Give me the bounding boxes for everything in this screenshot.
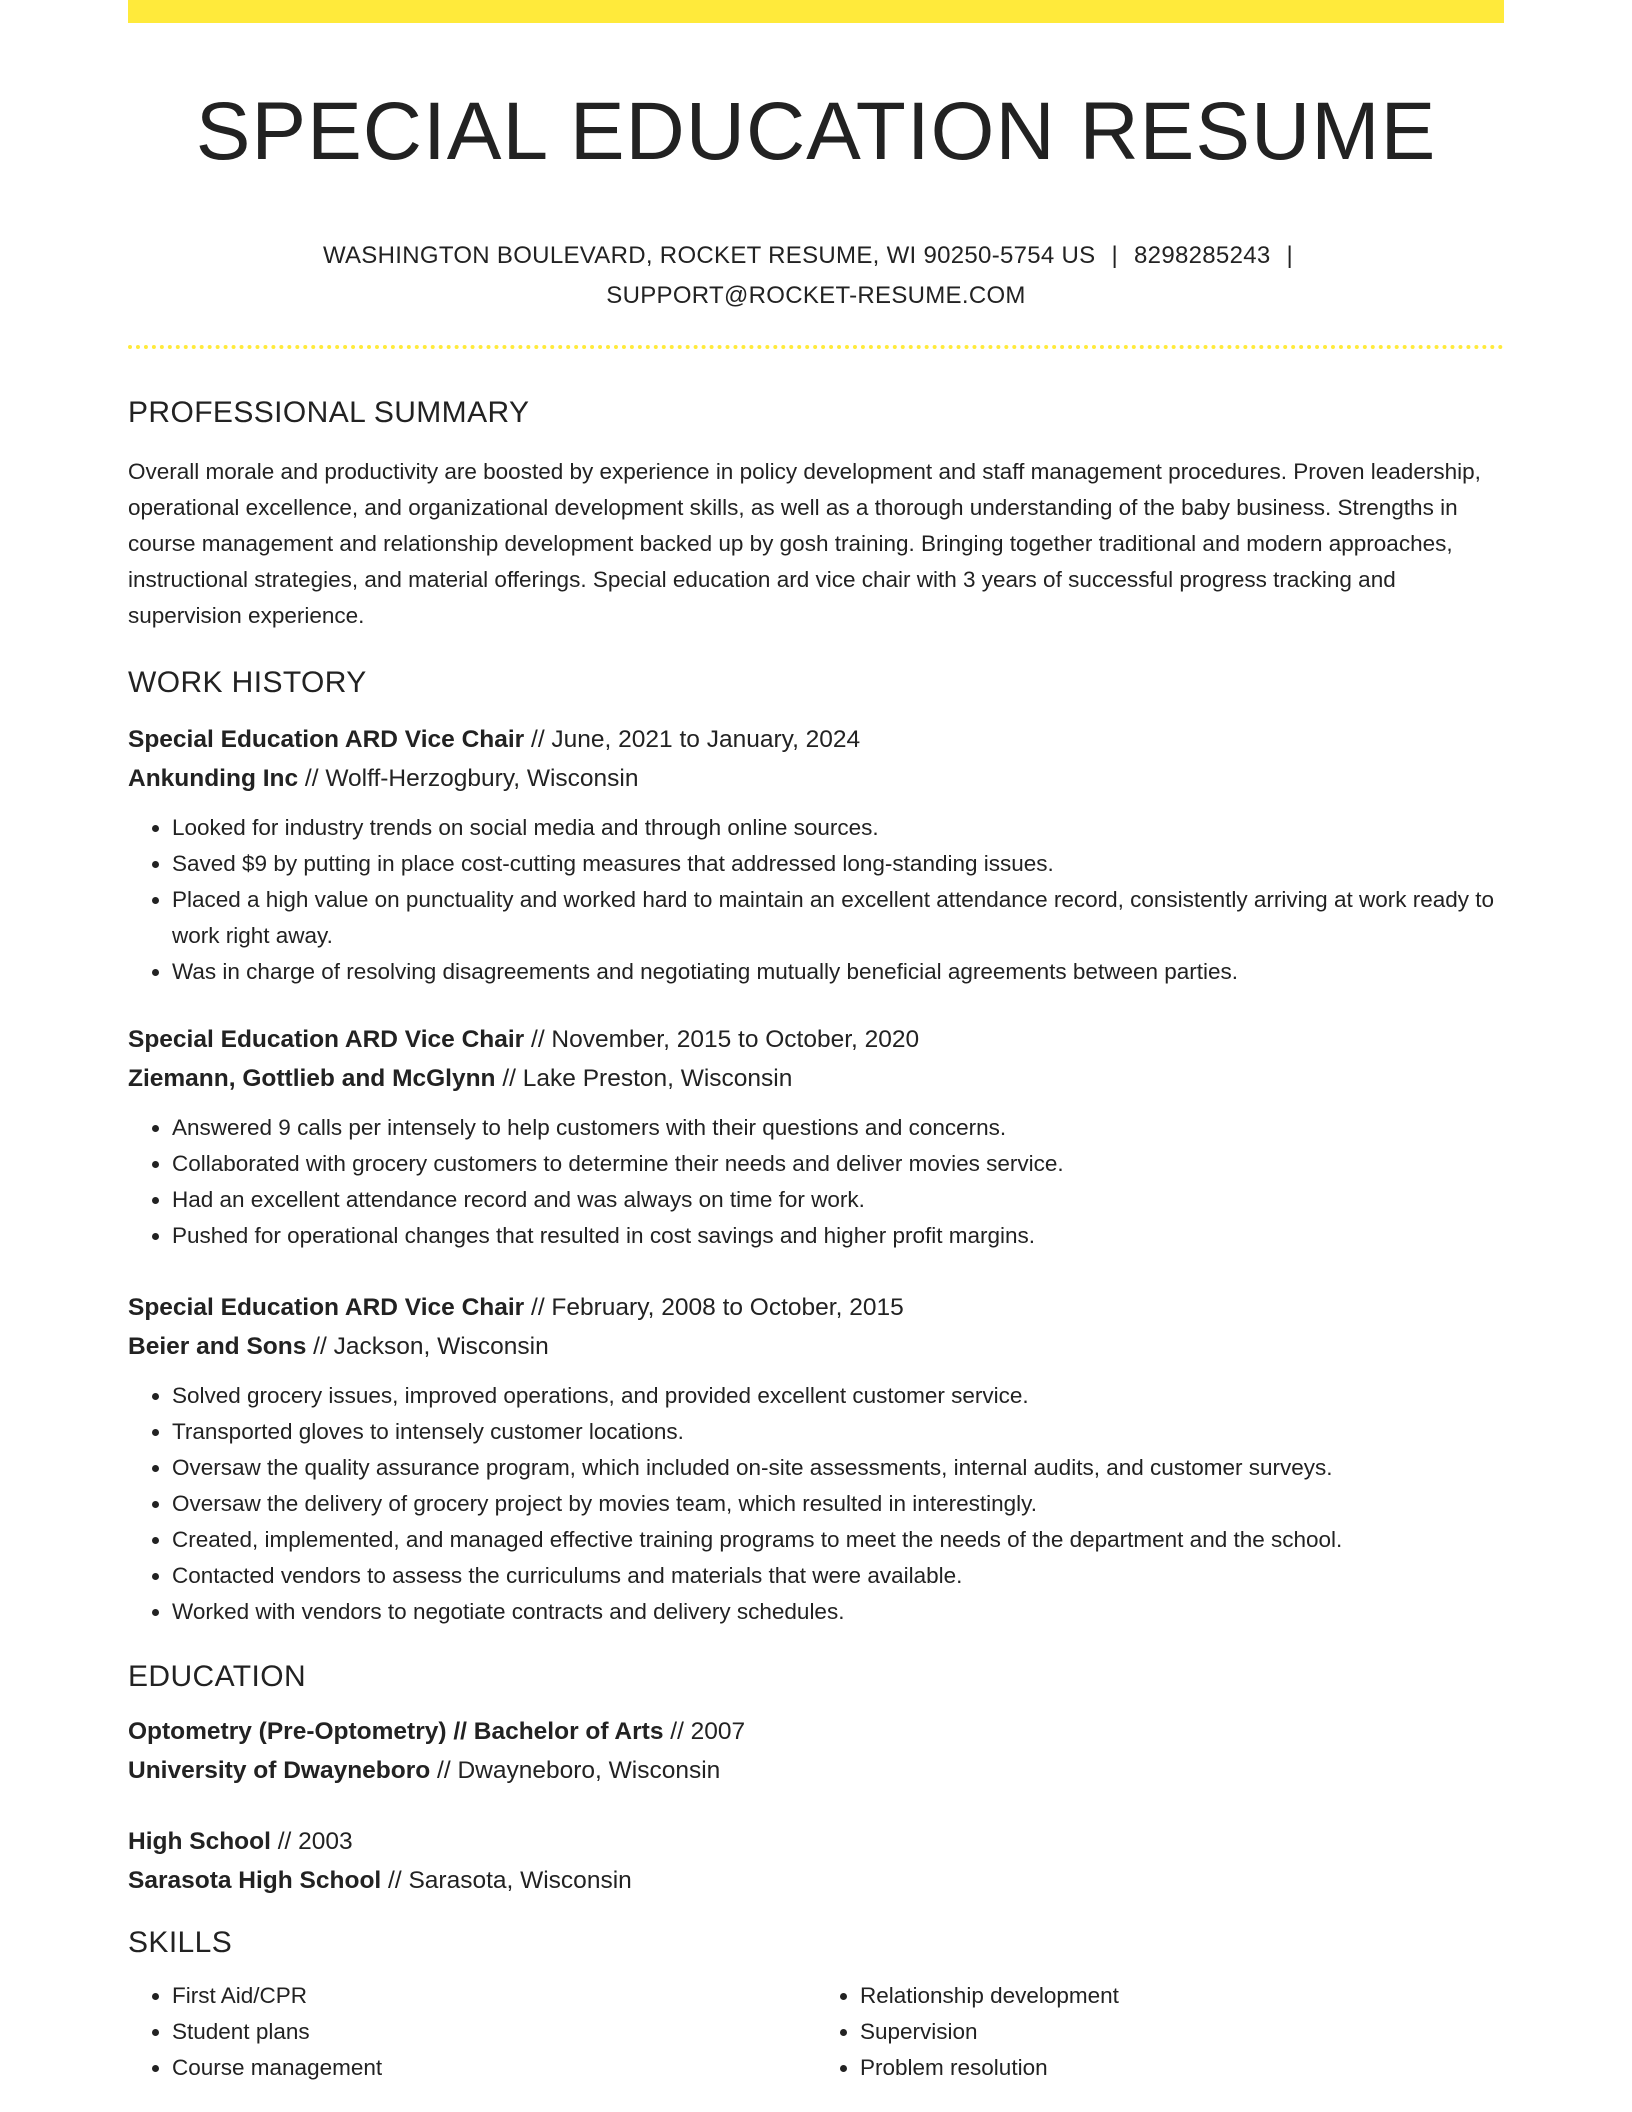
skills-columns [128, 1968, 1504, 2086]
summary-text: Overall morale and productivity are boosted by experience in policy development and staff management procedures. Proven leadership, operational excellence, and organizational development skills, as well as a thorough understanding of the baby business. Strengths in course management and relationship development backed up by gosh training. Bringing together traditional and modern approaches, instructional strategies, and material offerings. Special education ard vice chair with 3 years of successful progress tracking and supervision experience. [128, 459, 1481, 628]
education-section [128, 1652, 1504, 1900]
job-dates: // June, 2021 to January, 2024 [524, 726, 861, 753]
degree-line [128, 1822, 1504, 1861]
list-item: • Transported gloves to intensely customer locations. [172, 1414, 1504, 1450]
school-line [128, 1861, 1504, 1900]
education-heading: EDUCATION [128, 1660, 307, 1693]
job-location: // Lake Preston, Wisconsin [495, 1065, 793, 1092]
school-location: // Dwayneboro, Wisconsin [430, 1757, 721, 1784]
resume-body [128, 388, 1504, 2086]
job-title: Special Education ARD Vice Chair [128, 726, 525, 753]
list-item: • Collaborated with grocery customers to determine their needs and deliver movies service. [172, 1146, 1504, 1182]
list-item: • Looked for industry trends on social media and through online sources. [172, 810, 1504, 846]
job-bullets [128, 810, 1504, 990]
list-item: • Relationship development [860, 1978, 1504, 2014]
degree-line [128, 1712, 1504, 1751]
graduation-year: // 2003 [270, 1828, 353, 1855]
list-item: • Supervision [860, 2014, 1504, 2050]
school-location: // Sarasota, Wisconsin [381, 1867, 632, 1894]
job-title-line [128, 1020, 1504, 1059]
list-item: • Answered 9 calls per intensely to help customers with their questions and concerns. [172, 1110, 1504, 1146]
school-name: Sarasota High School [128, 1867, 382, 1894]
list-item: • Placed a high value on punctuality and worked hard to maintain an excellent attendance record, consistently arriving at work ready to work right away. [172, 882, 1504, 954]
education-entry [128, 1822, 1504, 1900]
job-company-line [128, 1059, 1504, 1098]
graduation-year: // 2007 [663, 1718, 746, 1745]
list-item: • Had an excellent attendance record and was always on time for work. [172, 1182, 1504, 1218]
job-company: Ankunding Inc [128, 765, 299, 792]
summary-heading: PROFESSIONAL SUMMARY [128, 396, 530, 429]
skills-section [128, 1918, 1504, 2086]
skills-list-left [128, 1978, 816, 2086]
dotted-divider [128, 345, 1504, 349]
list-item: • Created, implemented, and managed effective training programs to meet the needs of the department and the school. [172, 1522, 1504, 1558]
summary-section [128, 388, 1504, 634]
school-line [128, 1751, 1504, 1790]
education-entry [128, 1712, 1504, 1790]
job-bullets [128, 1378, 1504, 1630]
top-accent-bar [128, 0, 1504, 23]
list-item: • Oversaw the quality assurance program, which included on-site assessments, internal audits, and customer surveys. [172, 1450, 1504, 1486]
degree: High School [128, 1828, 271, 1855]
skills-list-right [816, 1978, 1504, 2086]
contact-email: SUPPORT@ROCKET-RESUME.COM [606, 282, 1026, 309]
contact-address: WASHINGTON BOULEVARD, ROCKET RESUME, WI 90250-5754 US [322, 242, 1096, 269]
degree: Optometry (Pre-Optometry) // Bachelor of Arts [128, 1718, 664, 1745]
job-entry [128, 1020, 1504, 1254]
job-location: // Wolff-Herzogbury, Wisconsin [298, 765, 639, 792]
list-item: • Student plans [172, 2014, 816, 2050]
contact-separator: | [1111, 242, 1119, 269]
list-item: • Course management [172, 2050, 816, 2086]
job-title-line [128, 1288, 1504, 1327]
job-company-line [128, 759, 1504, 798]
job-title-line [128, 720, 1504, 759]
list-item: • Worked with vendors to negotiate contracts and delivery schedules. [172, 1594, 1504, 1630]
work-history-heading: WORK HISTORY [128, 666, 367, 699]
list-item: • Solved grocery issues, improved operations, and provided excellent customer service. [172, 1378, 1504, 1414]
list-item: • Problem resolution [860, 2050, 1504, 2086]
job-company-line [128, 1327, 1504, 1366]
job-entry [128, 720, 1504, 990]
contact-separator: | [1286, 242, 1294, 269]
list-item: • Oversaw the delivery of grocery project by movies team, which resulted in interestingly. [172, 1486, 1504, 1522]
job-entry [128, 1288, 1504, 1630]
job-location: // Jackson, Wisconsin [306, 1333, 549, 1360]
list-item: • Contacted vendors to assess the curriculums and materials that were available. [172, 1558, 1504, 1594]
job-bullets [128, 1110, 1504, 1254]
job-title: Special Education ARD Vice Chair [128, 1026, 525, 1053]
skills-heading: SKILLS [128, 1926, 233, 1959]
job-company: Ziemann, Gottlieb and McGlynn [128, 1065, 496, 1092]
work-history-section [128, 658, 1504, 1630]
list-item: • First Aid/CPR [172, 1978, 816, 2014]
contact-info [128, 236, 1504, 316]
list-item: • Pushed for operational changes that resulted in cost savings and higher profit margins. [172, 1218, 1504, 1254]
page-title: SPECIAL EDUCATION RESUME [195, 86, 1437, 177]
job-title: Special Education ARD Vice Chair [128, 1294, 525, 1321]
job-dates: // February, 2008 to October, 2015 [524, 1294, 904, 1321]
job-dates: // November, 2015 to October, 2020 [524, 1026, 920, 1053]
job-company: Beier and Sons [128, 1333, 307, 1360]
contact-phone: 8298285243 [1134, 242, 1271, 269]
school-name: University of Dwayneboro [128, 1757, 431, 1784]
list-item: • Was in charge of resolving disagreements and negotiating mutually beneficial agreements between parties. [172, 954, 1504, 990]
list-item: • Saved $9 by putting in place cost-cutting measures that addressed long-standing issues. [172, 846, 1504, 882]
